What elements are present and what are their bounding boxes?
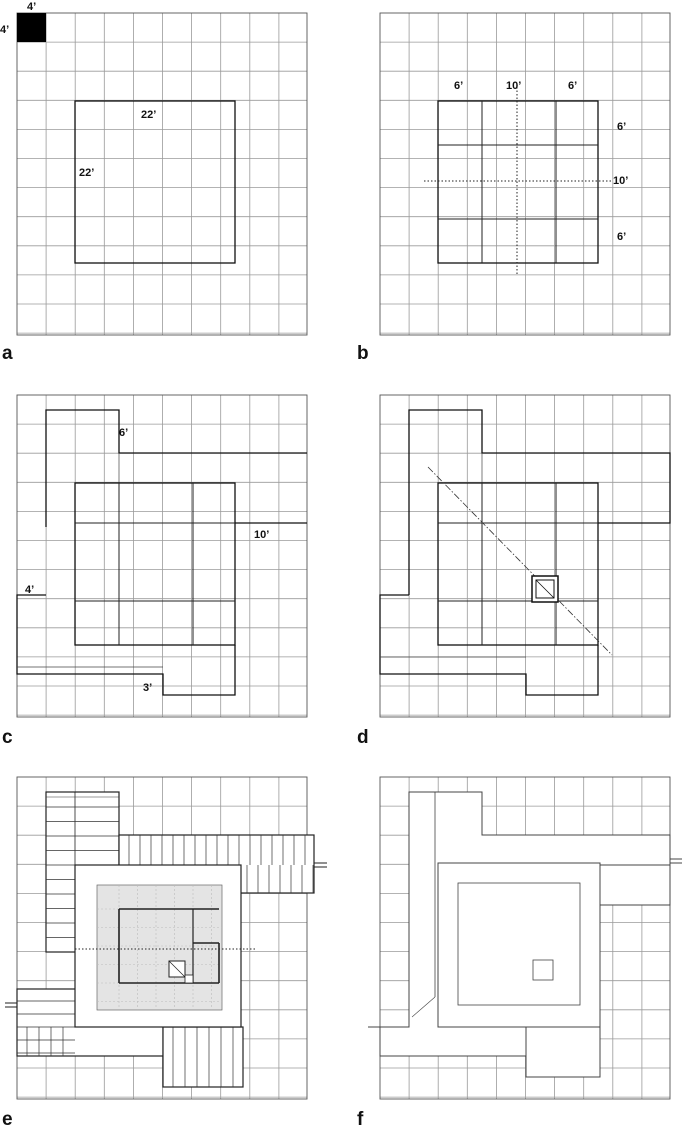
- diagonal-axis-line: [428, 467, 612, 655]
- panel-f-label: f: [357, 1109, 364, 1130]
- top-wing-outline: [46, 410, 307, 527]
- panel-a-grid: [17, 13, 307, 335]
- panel-a: [0, 1, 307, 335]
- panel-a-border: [17, 13, 307, 335]
- hearth-corner-mark: [185, 975, 193, 983]
- core-square: [438, 101, 598, 263]
- row-dim-label: 10’: [613, 175, 629, 187]
- panel-c-label: c: [2, 727, 13, 748]
- panel-a-label: a: [2, 343, 13, 364]
- panel-b-label: b: [357, 343, 369, 364]
- central-room-floor: [97, 885, 222, 1010]
- right-wing-dim: 10’: [254, 529, 270, 541]
- core-square: [438, 483, 598, 645]
- col-dim-label: 10’: [506, 80, 522, 92]
- core-height-label: 22’: [79, 167, 95, 179]
- panel-b: [380, 13, 670, 335]
- panel-b-border: [380, 13, 670, 335]
- core-square: [75, 483, 235, 645]
- top-wing-dim: 6’: [119, 427, 129, 439]
- panel-d: [380, 395, 670, 717]
- panel-e-label: e: [2, 1109, 13, 1130]
- unit-height-label: 4’: [0, 24, 10, 36]
- left-wing-dim: 4’: [25, 584, 35, 596]
- panel-d-grid: [380, 395, 670, 717]
- core-square: [75, 101, 235, 263]
- panel-d-border: [380, 395, 670, 717]
- col-dim-label: 6’: [454, 80, 464, 92]
- panel-f: [368, 777, 682, 1099]
- panel-c-grid: [17, 395, 307, 717]
- row-dim-label: 6’: [617, 231, 627, 243]
- panel-b-grid: [380, 13, 670, 335]
- col-dim-label: 6’: [568, 80, 578, 92]
- core-width-label: 22’: [141, 109, 157, 121]
- bottom-wing-dim: 3’: [143, 682, 153, 694]
- panel-d-label: d: [357, 727, 369, 748]
- unit-width-label: 4’: [27, 1, 37, 13]
- panel-c-border: [17, 395, 307, 717]
- top-wing-outline: [409, 410, 670, 595]
- roof-outline: [368, 792, 682, 1077]
- panel-c: [17, 395, 307, 717]
- unit-module-square: [17, 13, 46, 42]
- row-dim-label: 6’: [617, 121, 627, 133]
- panel-e: [5, 777, 327, 1099]
